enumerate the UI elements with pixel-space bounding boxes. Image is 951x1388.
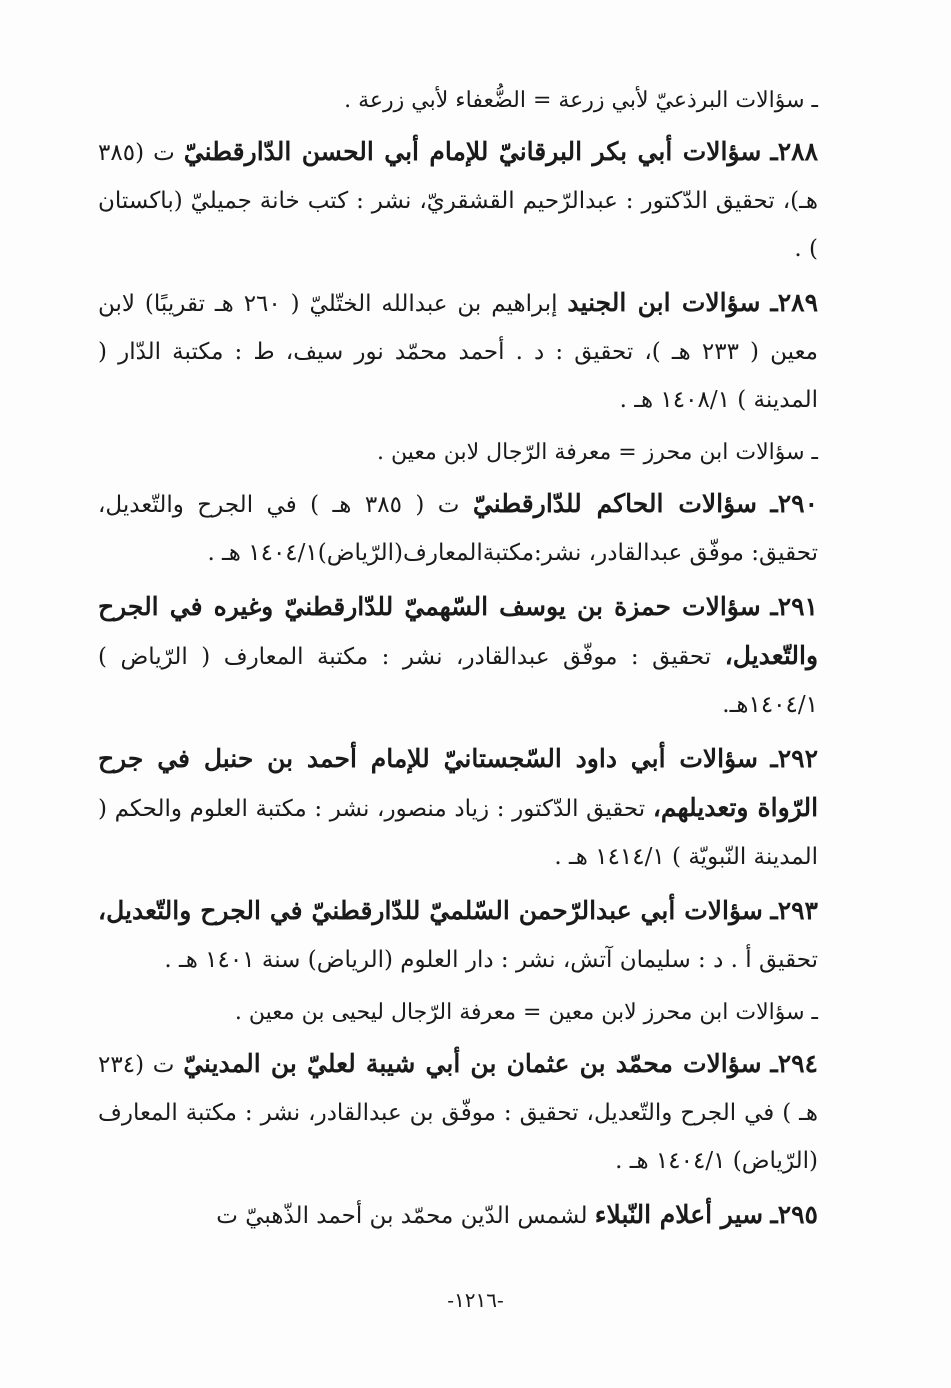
bibliography-entry-294 xyxy=(98,1040,818,1185)
bibliography-entry-289 xyxy=(98,279,818,424)
entry-details: ت ( ٣٨٥ هـ ) في الجرح والتّعديل، تحقيق: موفّق عبدالقادر، نشر:مكتبةالمعارف(الرّياض)١٤٠٤/١ هـ . xyxy=(98,492,818,566)
bibliography-entry-288 xyxy=(98,128,818,273)
entry-title: سير أعلام النّبلاء xyxy=(594,1200,764,1229)
entry-number: ٢٩٤ـ xyxy=(770,1049,818,1078)
entry-title: سؤالات أبي بكر البرقانيّ للإمام أبي الحسن الدّارقطنيّ xyxy=(183,137,762,166)
entry-title: سؤالات الحاكم للدّارقطنيّ xyxy=(472,489,757,518)
entry-number: ٢٩١ـ xyxy=(770,592,818,621)
entry-title: سؤالات أبي داود السّجستانيّ للإمام أحمد بن حنبل في جرح الرّواة وتعديلهم، xyxy=(98,744,819,822)
page-number: -١٢١٦- xyxy=(447,1288,504,1312)
entry-title: سؤالات حمزة بن يوسف السّهميّ للدّارقطنيّ وغيره في الجرح والتّعديل، xyxy=(98,592,819,670)
cross-reference-note: ـ سؤالات البرذعيّ لأبي زرعة = الضُّعفاء لأبي زرعة . xyxy=(344,88,818,113)
entry-number: ٢٨٩ـ xyxy=(770,288,819,317)
entry-number: ٢٩٥ـ xyxy=(770,1200,818,1229)
bibliography-entry-291 xyxy=(98,583,818,729)
entry-details: تحقيق أ . د : سليمان آتش، نشر : دار العلوم (الرياض) سنة ١٤٠١ هـ . xyxy=(164,947,818,973)
cross-reference-note: ـ سؤالات ابن محرز لابن معين = معرفة الرّجال ليحيى بن معين . xyxy=(234,1000,818,1025)
bibliography-entry-293 xyxy=(98,887,818,984)
entry-number: ٢٩٠ـ xyxy=(770,489,819,518)
cross-reference-note: ـ سؤالات ابن محرز = معرفة الرّجال لابن معين . xyxy=(377,440,818,465)
entry-details: تحقيق الدّكتور : زياد منصور، نشر : مكتبة العلوم والحكم ( المدينة النّبويّة ) ١٤١٤/١ هـ . xyxy=(98,796,818,870)
bibliography-list xyxy=(98,78,818,1246)
entry-details: ت (٣٨٥ هـ)، تحقيق الدّكتور : عبدالرّحيم القشقريّ، نشر : كتب خانة جميليّ (باكستان ) . xyxy=(98,140,818,262)
entry-details: إبراهيم بن عبدالله الختّليّ ( ٢٦٠ هـ تقريبًا) لابن معين ( ٢٣٣ هـ )، تحقيق : د . أحمد محمّد نور سيف، ط : مكتبة الدّار ( المدينة ) ١٤٠٨/١ هـ . xyxy=(98,291,818,413)
bibliography-entry-295 xyxy=(98,1191,818,1240)
entry-number: ٢٨٨ـ xyxy=(770,137,819,166)
entry-number: ٢٩٣ـ xyxy=(770,896,818,925)
entry-number: ٢٩٢ـ xyxy=(770,744,819,773)
bibliography-entry-290 xyxy=(98,480,818,577)
entry-title: سؤالات أبي عبدالرّحمن السّلميّ للدّارقطنيّ في الجرح والتّعديل، xyxy=(98,896,763,925)
entry-details: تحقيق : موفّق عبدالقادر، نشر : مكتبة المعارف ( الرّياض ) ١٤٠٤/١هـ. xyxy=(98,644,818,718)
entry-details: لشمس الدّين محمّد بن أحمد الذّهبيّ ت xyxy=(216,1203,588,1229)
bibliography-entry-292 xyxy=(98,735,818,881)
entry-details: ت (٢٣٤ هـ ) في الجرح والتّعديل، تحقيق : موفّق بن عبدالقادر، نشر : مكتبة المعارف (الرّياض) ١٤٠٤/١ هـ . xyxy=(98,1052,818,1174)
entry-title: سؤالات ابن الجنيد xyxy=(567,288,761,317)
entry-title: سؤالات محمّد بن عثمان بن أبي شيبة لعليّ بن المدينيّ xyxy=(183,1049,762,1078)
